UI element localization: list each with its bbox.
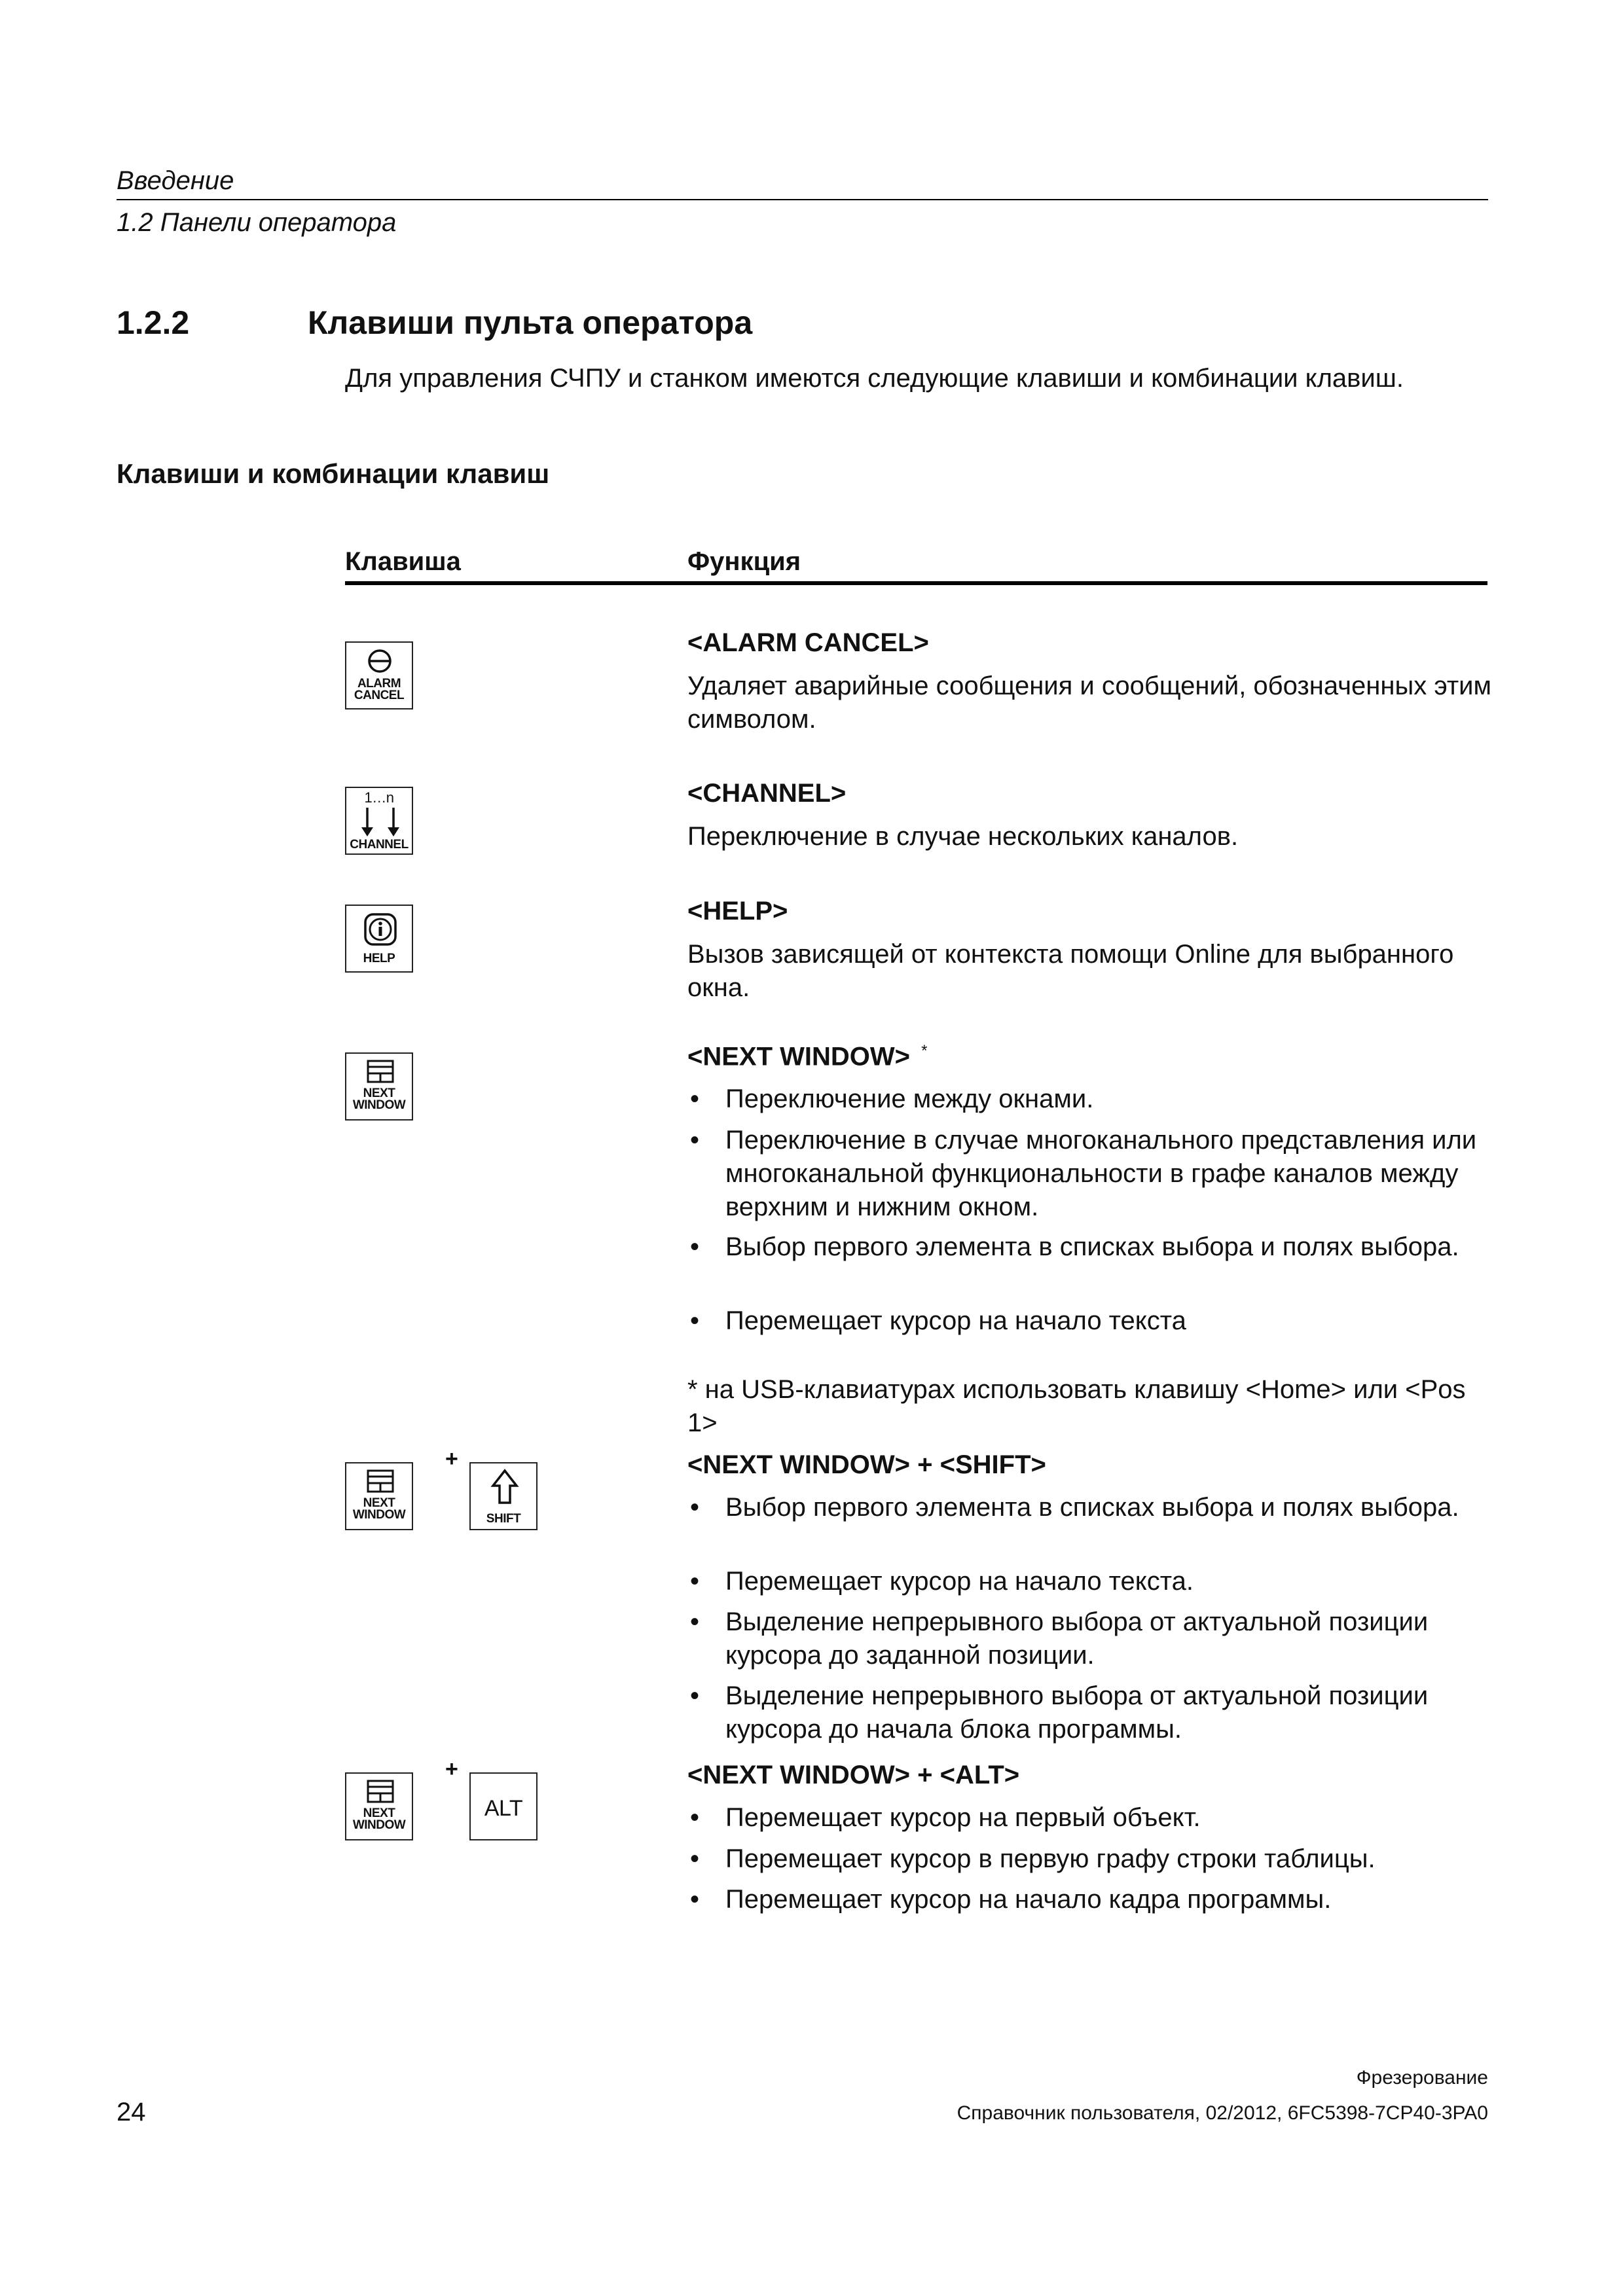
- alarm-cancel-description: Удаляет аварийные сообщения и сообщений, обозначенных этим символом.: [687, 672, 1492, 734]
- next-window-key-label-2: WINDOW: [352, 1508, 406, 1522]
- next-window-icon: [366, 1469, 395, 1494]
- next-window-key-label-1: NEXT: [363, 1496, 395, 1510]
- next-window-bullet: • Переключение между окнами.: [687, 1083, 1493, 1116]
- table-header-rule: [345, 581, 1487, 585]
- help-key: [345, 905, 413, 973]
- channel-key: [345, 787, 413, 855]
- subheading: Клавиши и комбинации клавиш: [117, 458, 550, 489]
- channel-arrows-icon: [356, 805, 405, 838]
- section-title: Клавиши пульта оператора: [308, 304, 753, 341]
- help-key-label: HELP: [363, 952, 395, 965]
- next-window-shift-title: <NEXT WINDOW> + <SHIFT>: [687, 1450, 1046, 1479]
- next-window-key-label-2: WINDOW: [352, 1818, 406, 1832]
- next-window-icon: [366, 1779, 395, 1804]
- help-title: <HELP>: [687, 897, 788, 925]
- alarm-cancel-key-label-2: CANCEL: [354, 689, 405, 702]
- shift-arrow-icon: [490, 1469, 519, 1505]
- footer-document-id: Справочник пользователя, 02/2012, 6FC5398-7CP40-3PA0: [957, 2102, 1488, 2124]
- footer-product: Фрезерование: [1356, 2067, 1488, 2089]
- channel-key-range: 1…n: [364, 789, 394, 806]
- next-window-key-label-1: NEXT: [363, 1806, 395, 1820]
- next-window-alt-bullet: • Перемещает курсор в первую графу строки таблицы.: [687, 1842, 1493, 1876]
- next-window-bullet: • Переключение в случае многоканального представления или многоканальной функциональности в графе каналов между верхним и нижним окном.: [687, 1124, 1493, 1224]
- alarm-cancel-title: <ALARM CANCEL>: [687, 628, 929, 657]
- plus-sign: +: [445, 1446, 458, 1471]
- column-header-key: Клавиша: [345, 547, 461, 576]
- next-window-bullet: • Перемещает курсор на начало текста: [687, 1304, 1493, 1338]
- help-description: Вызов зависящей от контекста помощи Online для выбранного окна.: [687, 940, 1454, 1002]
- next-window-alt-bullet: • Перемещает курсор на первый объект.: [687, 1801, 1493, 1835]
- page-number: 24: [117, 2098, 146, 2126]
- next-window-shift-bullet: • Выделение непрерывного выбора от актуальной позиции курсора до начала блока программы.: [687, 1679, 1493, 1746]
- next-window-title-text: <NEXT WINDOW>: [687, 1042, 911, 1071]
- section-number: 1.2.2: [117, 304, 190, 341]
- next-window-key: [345, 1462, 413, 1530]
- header-rule: [117, 199, 1488, 200]
- shift-key: [469, 1462, 538, 1530]
- alarm-cancel-icon: [367, 648, 393, 674]
- next-window-shift-bullet: • Выделение непрерывного выбора от актуальной позиции курсора до заданной позиции.: [687, 1605, 1493, 1672]
- header-chapter: Введение: [117, 166, 234, 195]
- alarm-cancel-key: [345, 641, 413, 709]
- alarm-cancel-key-label-1: ALARM: [357, 677, 401, 691]
- next-window-alt-bullet: • Перемещает курсор на начало кадра программы.: [687, 1883, 1493, 1916]
- alt-key-label: ALT: [484, 1796, 523, 1821]
- column-header-function: Функция: [687, 547, 801, 576]
- info-icon: [363, 912, 397, 946]
- next-window-key: [345, 1052, 413, 1121]
- shift-key-label: SHIFT: [486, 1512, 521, 1526]
- next-window-title: [687, 1042, 928, 1071]
- next-window-key-label-1: NEXT: [363, 1086, 395, 1100]
- section-intro: Для управления СЧПУ и станком имеются следующие клавиши и комбинации клавиш.: [345, 364, 1404, 393]
- next-window-alt-title: <NEXT WINDOW> + <ALT>: [687, 1761, 1020, 1789]
- plus-sign: +: [445, 1757, 458, 1782]
- next-window-shift-bullet: • Перемещает курсор на начало текста.: [687, 1565, 1493, 1598]
- next-window-shift-bullet: • Выбор первого элемента в списках выбора и полях выбора.: [687, 1491, 1493, 1524]
- next-window-key: [345, 1772, 413, 1840]
- next-window-icon: [366, 1059, 395, 1084]
- header-section: 1.2 Панели оператора: [117, 208, 397, 237]
- next-window-note: * на USB-клавиатурах использовать клавишу <Home> или <Pos 1>: [687, 1375, 1466, 1437]
- channel-description: Переключение в случае нескольких каналов.: [687, 822, 1239, 851]
- next-window-bullet: • Выбор первого элемента в списках выбора и полях выбора.: [687, 1230, 1493, 1264]
- channel-key-label: CHANNEL: [350, 838, 409, 852]
- alt-key: [469, 1772, 538, 1840]
- next-window-title-mark: *: [921, 1042, 928, 1060]
- next-window-key-label-2: WINDOW: [352, 1098, 406, 1112]
- channel-title: <CHANNEL>: [687, 779, 847, 808]
